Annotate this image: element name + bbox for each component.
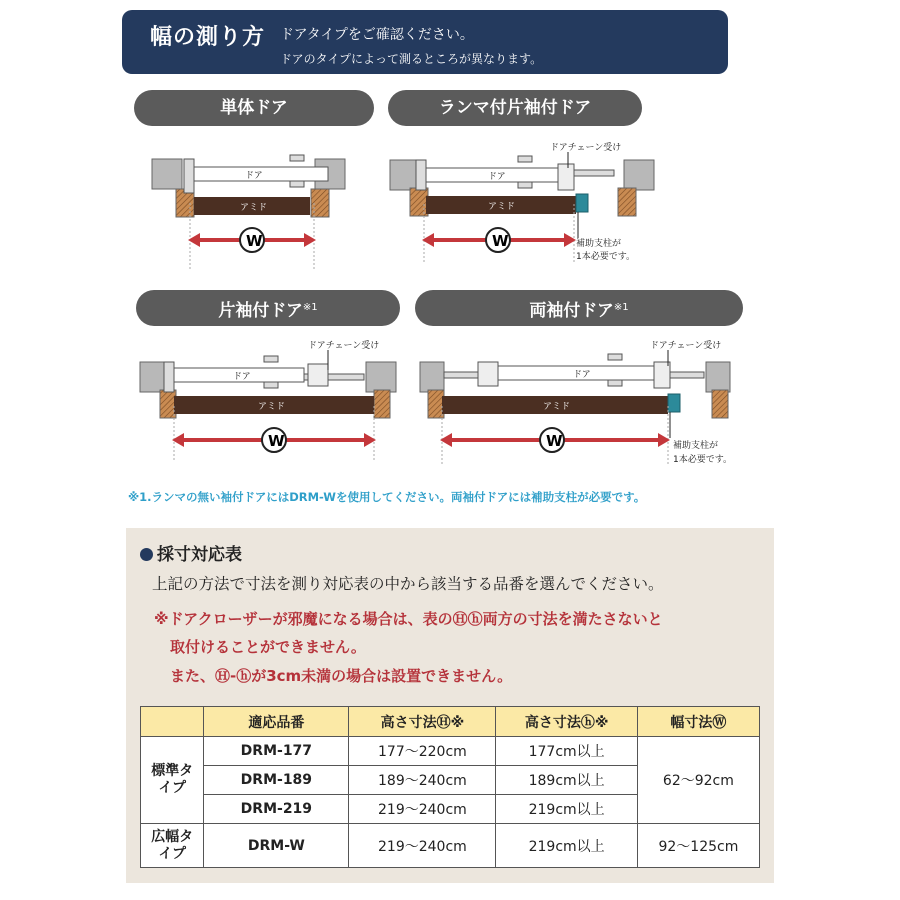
support-note-line2: 1本必要です。 [673,455,733,465]
table-description: 上記の方法で寸法を測り対応表の中から該当する品番を選んでください。 [152,575,664,593]
diagram-transom-side-door [388,138,658,268]
model-cell: DRM-189 [204,766,349,795]
warning-line-3: また、Ⓗ-ⓗが3cm未満の場合は設置できません。 [170,667,513,685]
section-label: 単体ドア [220,98,288,118]
table-header: 適応品番 [204,707,349,737]
width-symbol: W [546,432,563,450]
table-section-title [140,540,242,565]
table-header: 高さ寸法ⓗ※ [496,707,637,737]
wide-width-cell: 92〜125cm [637,824,759,868]
section-one-side-door [136,290,400,326]
header-banner [122,10,728,74]
door-label: ドア [573,370,591,380]
section-note: ※1 [613,302,629,313]
measurement-table-panel [126,528,774,883]
section-transom-side-door [388,90,642,126]
diagram-one-side-door [138,336,400,466]
width-symbol: W [246,232,263,250]
height-H-cell: 189〜240cm [349,766,496,795]
door-label: ドア [488,172,506,182]
table-header: 高さ寸法Ⓗ※ [349,707,496,737]
door-label: ドア [245,171,263,181]
support-post [668,394,680,412]
model-cell: DRM-177 [204,737,349,766]
section-both-side-door [415,290,743,326]
height-h-cell: 219cm以上 [496,824,637,868]
spec-table [140,706,760,868]
table-header: 幅寸法Ⓦ [637,707,759,737]
section-label: 片袖付ドア [218,301,303,321]
page-title: 幅の測り方 [150,25,266,50]
section-single-door [134,90,374,126]
table-header-row [141,707,760,737]
height-h-cell: 219cm以上 [496,795,637,824]
width-symbol: W [268,432,285,450]
screen-label: アミド [240,203,268,213]
support-post [576,194,588,212]
section-label: 両袖付ドア [529,301,614,321]
header-subtitle-1: ドアタイプをご確認ください。 [280,27,474,43]
chain-receiver-label: ドアチェーン受け [308,341,380,351]
table-section-title-text: 採寸対応表 [157,545,242,565]
header-subtitle-2: ドアのタイプによって測るところが異なります。 [280,52,543,66]
height-h-cell: 189cm以上 [496,766,637,795]
height-H-cell: 177〜220cm [349,737,496,766]
chain-receiver-label: ドアチェーン受け [550,143,622,153]
warning-line-1: ※ドアクローザーが邪魔になる場合は、表のⒽⓗ両方の寸法を満たさないと [154,610,663,628]
wide-type-cell: 広幅タイプ [141,824,204,868]
door-label: ドア [233,372,251,382]
section-note: ※1 [302,302,318,313]
model-cell: DRM-219 [204,795,349,824]
width-symbol: W [492,232,509,250]
height-H-cell: 219〜240cm [349,795,496,824]
screen-label: アミド [258,402,286,412]
model-cell: DRM-W [204,824,349,868]
section-label: ランマ付片袖付ドア [438,98,592,118]
support-note-line1: 補助支柱が [576,239,622,249]
height-H-cell: 219〜240cm [349,824,496,868]
screen-label: アミド [543,402,571,412]
bullet-icon [140,548,153,561]
support-note-line1: 補助支柱が [673,441,719,451]
height-h-cell: 177cm以上 [496,737,637,766]
footnote: ※1.ランマの無い袖付ドアにはDRM-Wを使用してください。両袖付ドアには補助支柱が必要です。 [128,490,646,504]
diagram-single-door [150,145,350,270]
diagram-both-side-door [418,336,748,472]
table-header [141,707,204,737]
table-row [141,824,760,868]
standard-width-cell: 62〜92cm [637,737,759,824]
screen-label: アミド [488,202,516,212]
chain-receiver-label: ドアチェーン受け [650,341,722,351]
warning-line-2: 取付けることができません。 [170,638,366,656]
support-note-line2: 1本必要です。 [576,252,636,262]
standard-type-cell: 標準タイプ [141,737,204,824]
table-row [141,737,760,766]
